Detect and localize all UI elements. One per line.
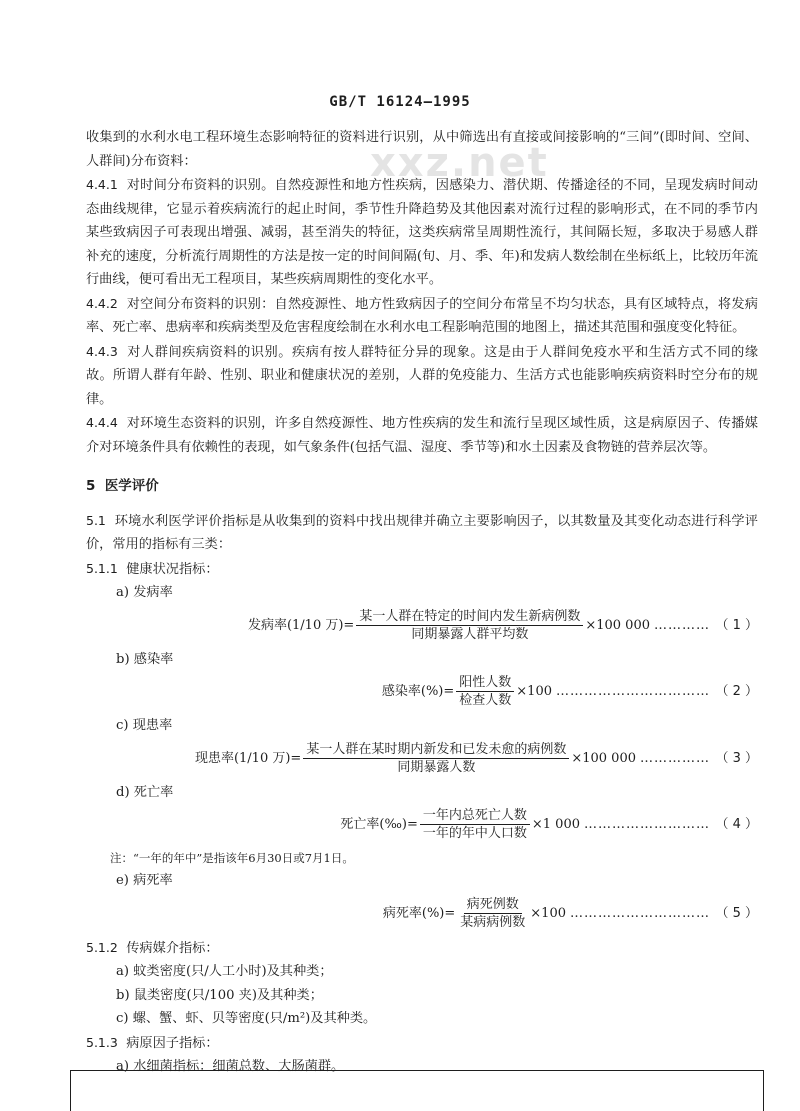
formula-case-fatality: [86, 897, 758, 930]
formula-lhs: 死亡率(‰)=: [340, 817, 418, 832]
clause-number: 4.4.4: [86, 415, 118, 430]
clause-text: 传病媒介指标：: [126, 940, 219, 956]
leader-dots: ……………………………: [556, 684, 710, 699]
clause-text: 对人群间疾病资料的识别。疾病有按人群特征分异的现象。这是由于人群间免疫水平和生活方式不同的缘故。所谓人群有年龄、性别、职业和健康状况的差别，人群的免疫能力、生活方式也能影响疾病资料时空分布的规律。: [86, 344, 759, 407]
clause-number: 5.1: [86, 512, 106, 528]
list-item: c) 螺、蟹、虾、贝等密度(只/m²)及其种类。: [116, 1011, 377, 1026]
formula-multiplier: ×1 000: [531, 817, 580, 832]
list-item: b) 鼠类密度(只/100 夹)及其种类；: [116, 987, 323, 1003]
formula-lhs: 现患率(1/10 万)=: [194, 750, 302, 766]
clause-number: 4.4.1: [86, 177, 118, 192]
formula-multiplier: ×100 000: [585, 617, 650, 633]
formula-multiplier: ×100 000: [571, 750, 636, 766]
intro-paragraph: 收集到的水利水电工程环境生态影响特征的资料进行识别，从中筛选出有直接或间接影响的“三间”(即时间、空间、人群间)分布资料：: [86, 130, 758, 169]
section-5-1-3: [86, 1031, 758, 1056]
clause-number: 5.1.2: [86, 939, 118, 955]
section-4-4-3: [86, 340, 758, 412]
indicator-label-incidence: a) 发病率: [116, 585, 173, 600]
formula-fraction: [420, 808, 530, 841]
list-item: a) 水细菌指标：细菌总数、大肠菌群。: [116, 1059, 345, 1074]
leader-dots: …………: [654, 617, 710, 633]
fraction-denominator: 同期暴露人群平均数: [411, 626, 529, 642]
formula-fraction: [457, 897, 528, 930]
formula-fraction: [356, 609, 583, 642]
section-5-heading: [86, 475, 758, 499]
leader-dots: ………………………: [584, 817, 710, 832]
clause-text: 病原因子指标：: [126, 1035, 219, 1051]
leader-dots: …………………………: [570, 905, 710, 921]
watermark: xxz.net: [370, 140, 549, 186]
fraction-denominator: 一年的年中人口数: [422, 826, 527, 841]
section-5-1-1: [86, 557, 758, 582]
section-title: 医学评价: [104, 478, 159, 494]
indicator-label-mortality: d) 死亡率: [116, 784, 174, 800]
list-item: a) 蚊类密度(只/人工小时)及其种类；: [116, 964, 333, 979]
formula-infection: [86, 675, 758, 708]
formula-fraction: [456, 675, 514, 708]
fraction-denominator: 某病病例数: [460, 914, 526, 930]
clause-text: 对环境生态资料的识别，许多自然疫源性、地方性疾病的发生和流行呈现区域性质，这是病原因子、传播媒介对环境条件具有依赖性的表现，如气象条件(包括气温、湿度、季节等)和水土因素及食物链的营养层次等。: [86, 416, 758, 455]
formula-prevalence: [86, 742, 758, 775]
leader-dots: ……………: [640, 750, 710, 766]
indicator-label-infection: b) 感染率: [116, 651, 174, 667]
standard-header: GB/T 16124—1995: [329, 94, 471, 110]
clause-text: 环境水利医学评价指标是从收集到的资料中找出规律并确立主要影响因子，以其数量及其变化动态进行科学评价，常用的指标有三类：: [86, 513, 758, 552]
section-5-1: [86, 509, 758, 557]
fraction-numerator: 阳性人数: [456, 675, 514, 692]
formula-fraction: [303, 742, 569, 775]
fraction-numerator: 病死例数: [464, 897, 522, 914]
section-4-4-2: [86, 292, 758, 340]
clause-text: 健康状况指标：: [126, 561, 219, 577]
section-5-1-2: [86, 936, 758, 961]
clause-number: 5.1.3: [86, 1034, 118, 1050]
equation-number: （ 1 ）: [715, 617, 758, 633]
formula-lhs: 病死率(%)=: [382, 905, 456, 921]
section-4-4-1: [86, 173, 758, 292]
equation-number: （ 2 ）: [715, 684, 758, 699]
section-number: 5: [86, 478, 96, 494]
equation-number: （ 4 ）: [715, 817, 758, 832]
indicator-label-prevalence: c) 现患率: [116, 718, 173, 733]
formula-multiplier: ×100: [530, 905, 566, 921]
fraction-numerator: 一年内总死亡人数: [420, 808, 530, 825]
clause-text: 对时间分布资料的识别。自然疫源性和地方性疾病，因感染力、潜伏期、传播途径的不同，呈现发病时间动态曲线规律，它显示着疾病流行的起止时间，季节性升降趋势及其他因素对流行过程的影响形式，在不同的季节内某些致病因子可表现出增强、减弱，甚至消失的特征，这类疾病常呈周期性流行，其间隔长短，多取决于易感人群补充的速度，分析流行周期性的方法是按一定的时间间隔(旬、月、季、年)和发病人数绘制在坐标纸上，比较历年流行曲线，便可看出无工程项目，某些疾病周期性的变化水平。: [86, 178, 758, 287]
clause-text: 对空间分布资料的识别：自然疫源性、地方性致病因子的空间分布常呈不均匀状态，具有区域特点，将发病率、死亡率、患病率和疾病类型及危害程度绘制在水利水电工程影响范围的地图上，描述其范围和强度变化特征。: [86, 296, 758, 335]
formula-multiplier: ×100: [516, 684, 552, 699]
indicator-label-case-fatality: e) 病死率: [116, 873, 173, 888]
formula-incidence: [86, 609, 758, 642]
fraction-denominator: 检查人数: [459, 693, 512, 708]
equation-number: （ 3 ）: [715, 750, 758, 766]
fraction-denominator: 同期暴露人数: [397, 759, 476, 775]
fraction-numerator: 某一人群在某时期内新发和已发未愈的病例数: [303, 742, 569, 759]
clause-number: 4.4.2: [86, 295, 118, 311]
formula-lhs: 发病率(1/10 万)=: [247, 617, 355, 633]
clause-number: 5.1.1: [86, 560, 118, 576]
section-4-4-4: [86, 411, 758, 459]
clause-number: 4.4.3: [86, 343, 118, 359]
footnote: 注：“一年的年中”是指该年6月30日或7月1日。: [110, 851, 354, 865]
equation-number: （ 5 ）: [715, 905, 758, 921]
fraction-numerator: 某一人群在特定的时间内发生新病例数: [356, 609, 583, 626]
formula-lhs: 感染率(%)=: [381, 684, 455, 699]
document-body: [86, 126, 758, 1079]
formula-mortality: [86, 808, 758, 841]
